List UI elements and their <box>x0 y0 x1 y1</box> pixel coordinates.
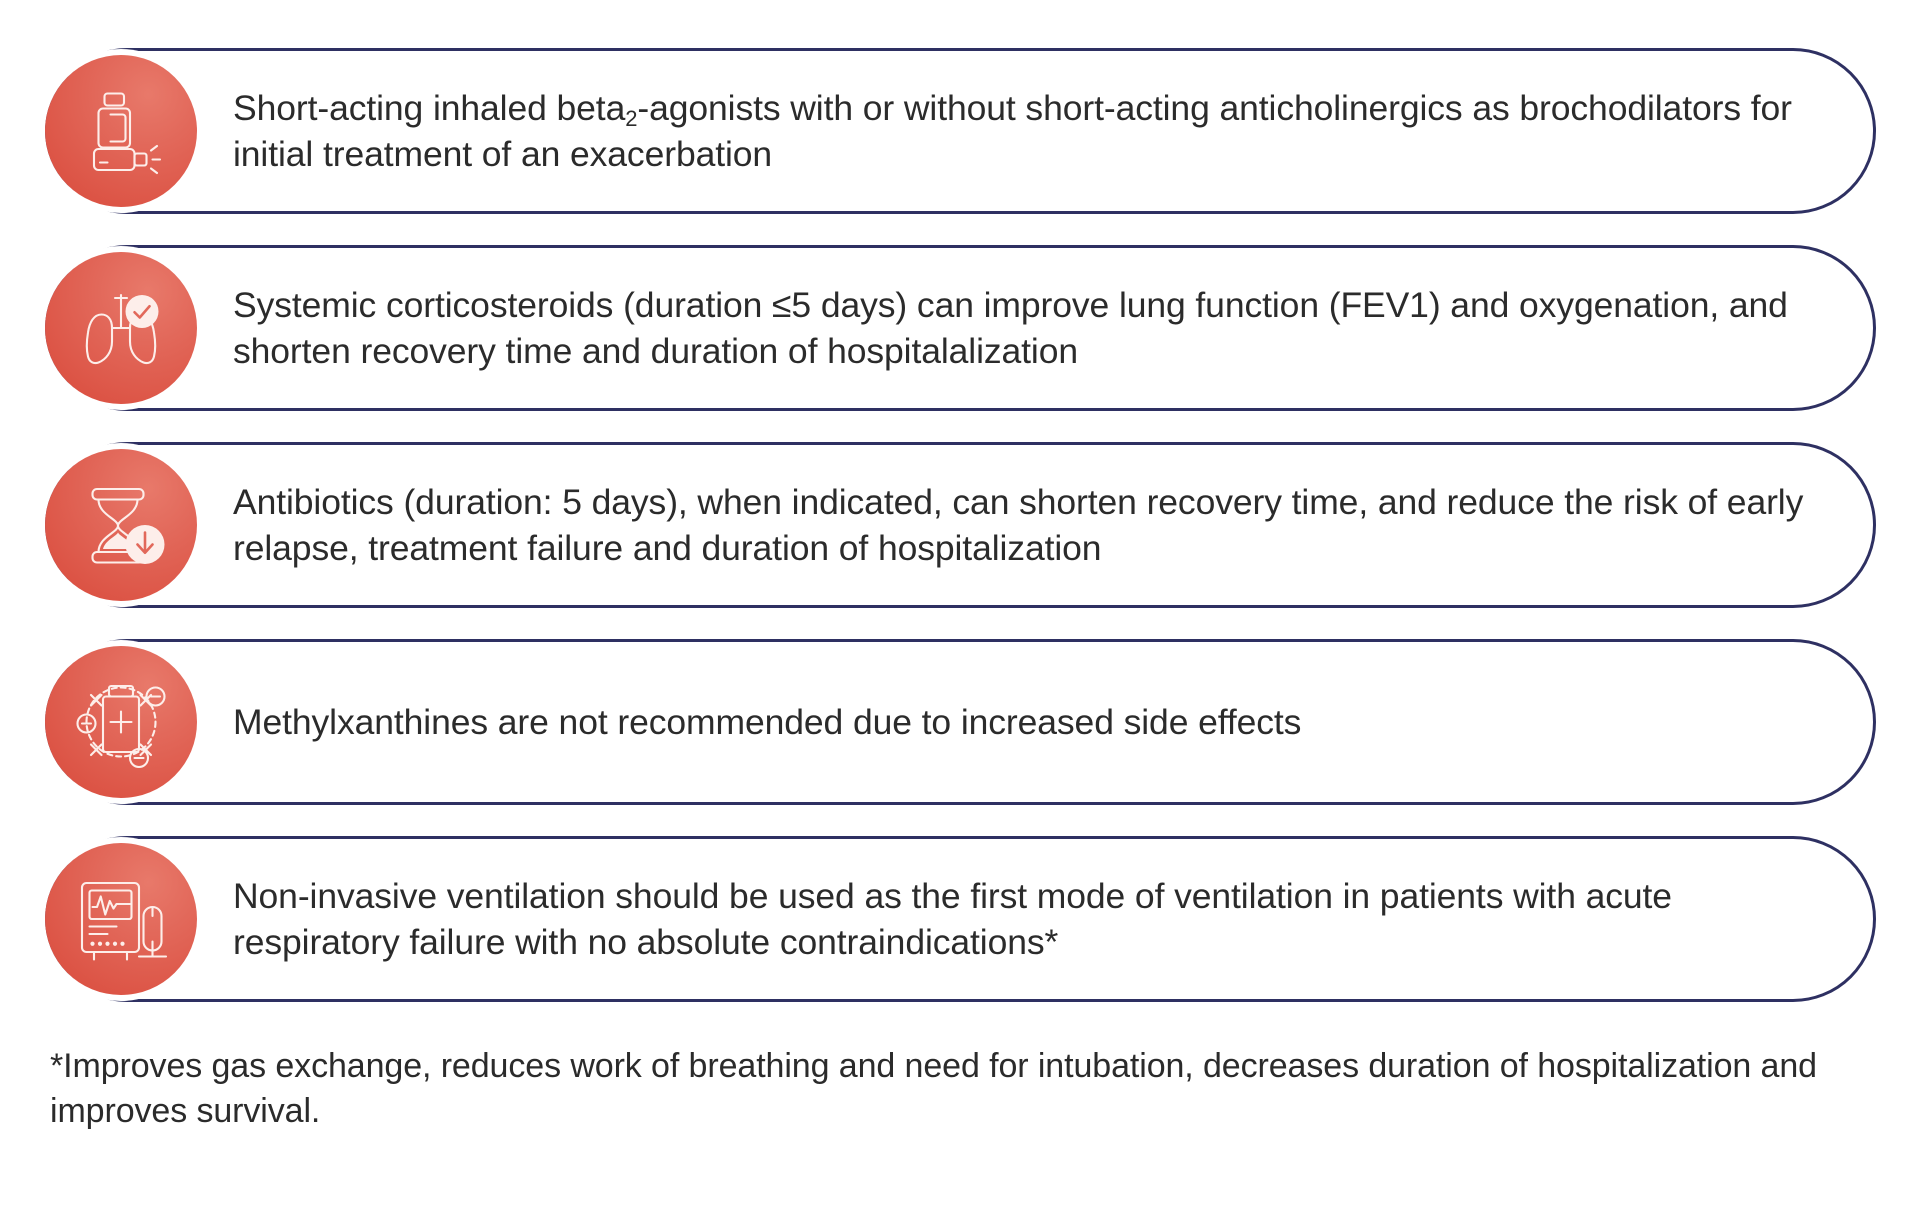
recommendation-card-2[interactable] <box>44 245 1876 411</box>
ventilator-monitor-icon <box>45 843 197 995</box>
recommendation-card-1[interactable] <box>44 48 1876 214</box>
recommendation-text-2: Systemic corticosteroids (duration ≤5 days) can improve lung function (FEV1) and oxygenation, and shorten recovery time and duration of hospitalalization <box>233 284 1788 371</box>
recommendation-card-5[interactable] <box>44 836 1876 1002</box>
pill-bottle-prohibited-icon <box>45 646 197 798</box>
recommendation-text-1 <box>197 85 1873 177</box>
hourglass-down-arrow-icon <box>45 449 197 601</box>
inhaler-icon <box>45 55 197 207</box>
lungs-check-icon <box>45 252 197 404</box>
card-1-text-part-3: anticholinergics as brochodilators for initial treatment of an exacerbation <box>233 87 1792 174</box>
recommendation-text-5: Non-invasive ventilation should be used as the first mode of ventilation in patients with acute respiratory failure with no absolute contraindications* <box>233 875 1672 962</box>
recommendation-text-4: Methylxanthines are not recommended due to increased side effects <box>233 701 1302 742</box>
recommendation-card-list <box>44 48 1876 1002</box>
card-1-text-part-1: Short-acting inhaled beta <box>233 87 626 128</box>
card-1-text-part-2: -agonists with or without short-acting <box>637 87 1210 128</box>
recommendation-card-4[interactable] <box>44 639 1876 805</box>
recommendation-text-3: Antibiotics (duration: 5 days), when indicated, can shorten recovery time, and reduce the risk of early relapse, treatment failure and duration of hospitalization <box>233 481 1804 568</box>
recommendation-card-3[interactable] <box>44 442 1876 608</box>
card-1-subscript: 2 <box>625 106 638 132</box>
footnote-text: *Improves gas exchange, reduces work of breathing and need for intubation, decreases duration of hospitalization and improves survival. <box>50 1047 1817 1131</box>
